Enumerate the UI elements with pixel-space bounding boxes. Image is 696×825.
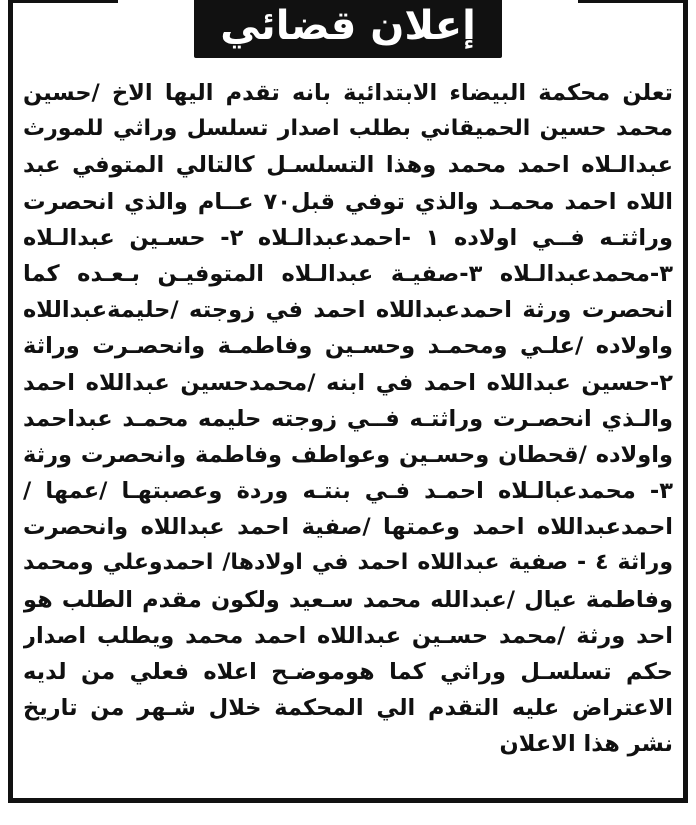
notice-line: تعلن محكمة البيضاء الابتدائية بانه تقدم اليها الاخ /حسين bbox=[23, 80, 673, 106]
notice-line: واولاده /قحطان وحسـين وعواطف وفاطمة وانحصرت ورثة bbox=[23, 441, 673, 468]
notice-line: محمد حسين الحميقاني بطلب اصدار تسلسل وراثي للمورث bbox=[23, 116, 673, 142]
notice-line: اللاه احمد محمـد والذي توفي قبل٧٠ عــام والذي انحصرت bbox=[23, 188, 673, 215]
notice-line: ٢-حسين عبداللاه احمد في ابنه /محمدحسين عبداللاه احمد bbox=[23, 369, 673, 396]
notice-line: واولاده /علـي ومحمـد وحسـين وفاطمـة وانحصـرت وراثة bbox=[23, 333, 673, 360]
notice-line: احد ورثة /محمد حسـين عبداللاه احمد محمد ويطلب اصدار bbox=[23, 622, 673, 649]
notice-title: إعلان قضائي bbox=[194, 0, 502, 58]
notice-line: احمدعبداللاه احمد وعمتها /صفية احمد عبداللاه وانحصرت bbox=[23, 514, 673, 541]
notice-line: حكم تسلسـل وراثي كما هوموضـح اعلاه فعلي من لديه bbox=[23, 659, 673, 685]
notice-line: وفاطمة عيال /عبدالله محمد سـعيد ولكون مقدم الطلب هو bbox=[23, 586, 673, 613]
notice-line: الاعتراض عليه التقدم الي المحكمة خلال شـهر من تاريخ bbox=[23, 695, 673, 722]
notice-body bbox=[23, 75, 673, 763]
notice-line: وراثة ٤ - صفية عبداللاه احمد في اولادها/ احمدوعلي ومحمد bbox=[23, 550, 673, 576]
notice-line: ٣- محمدعبالـلاه احمـد فـي بنتـه وردة وعصبتهـا /عمها / bbox=[23, 478, 673, 505]
notice-line: انحصرت ورثة احمدعبداللاه احمد في زوجته /حليمةعبداللاه bbox=[23, 297, 673, 324]
notice-line: والـذي انحصـرت وراثتـه فــي زوجته حليمه محمـد عبداحمد bbox=[23, 405, 673, 432]
notice-line: نشر هذا الاعلان bbox=[499, 731, 673, 758]
judicial-notice bbox=[8, 0, 688, 803]
title-band bbox=[118, 0, 578, 63]
notice-line: عبدالـلاه احمد محمد وهذا التسلسـل كالتالي المتوفي عبد bbox=[23, 152, 673, 179]
notice-line: وراثتـه فــي اولاده ١ -احمدعبدالـلاه ٢- حسـين عبدالـلاه bbox=[23, 224, 673, 251]
notice-line: ٣-محمدعبدالـلاه ٣-صفيـة عبدالـلاه المتوفيـن بـعـده كما bbox=[23, 260, 673, 287]
